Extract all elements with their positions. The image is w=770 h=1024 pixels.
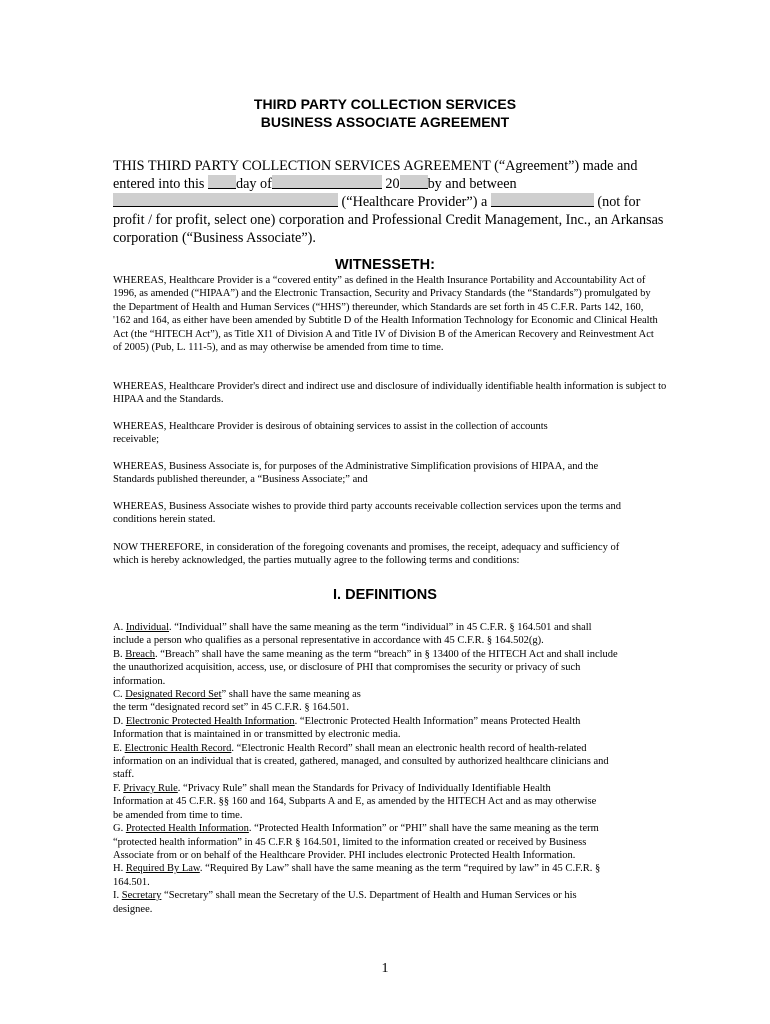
month-blank-field[interactable] <box>272 175 382 189</box>
definition-item <box>113 621 623 648</box>
definitions-list <box>113 621 623 916</box>
document-title-line-2: BUSINESS ASSOCIATE AGREEMENT <box>260 114 510 130</box>
definition-text: . “Required By Law” shall have the same meaning as the term “required by law” in 45 C.F.R. § 164.501. <box>113 863 601 888</box>
definition-term: Breach <box>125 648 155 660</box>
whereas-text: NOW THEREFORE, in consideration of the foregoing covenants and promises, the receipt, adequacy and sufficiency of which is hereby acknowledged, the parties mutually agree to the following terms and conditions: <box>113 542 620 567</box>
definition-prefix: A. <box>113 622 126 633</box>
intro-text: by and between <box>427 176 517 192</box>
definition-prefix: F. <box>113 782 124 794</box>
page-number: 1 <box>381 961 389 976</box>
intro-text: day of <box>235 176 272 192</box>
definition-term: Privacy Rule <box>123 782 178 794</box>
whereas-paragraph <box>113 460 633 487</box>
intro-text: 20 <box>381 176 400 192</box>
definition-term: Individual <box>125 622 170 633</box>
definition-prefix: C. <box>113 689 126 701</box>
definition-text: ” shall have the same meaning as the term “designated record set” in 45 C.F.R. § 164.501. <box>113 689 361 714</box>
definition-prefix: G. <box>113 823 126 835</box>
whereas-text: WHEREAS, Healthcare Provider is desirous of obtaining services to assist in the collection of accounts receivable; <box>113 421 548 446</box>
definition-prefix: D. <box>113 715 126 727</box>
witnesseth-heading: WITNESSETH: <box>335 257 435 273</box>
definition-item <box>113 822 623 862</box>
whereas-text: WHEREAS, Healthcare Provider is a “covered entity” as defined in the Health Insurance Portability and Accountability Act of 1996, as amended (“HIPAA”) and the Electronic Transaction, Security and Privacy Standards (the “Standards”) promulgated by the Department of Health and Human Services (“HHS”) thereunder, which Standards are set forth in 45 C.F.R. Parts 142, 160, '162 and 164, as either have been amended by Subtitle D of the Health Information Technology for Economic and Clinical Health Act (the “HITECH Act”), as Title XI1 of Division A and Title IV of Division B of the American Recovery and Reinvestment Act of 2005) (Pub, L. 111-5), and as may otherwise be amended from time to time. <box>113 275 658 354</box>
healthcare-provider-blank-field[interactable] <box>113 193 338 207</box>
definition-item <box>113 688 373 715</box>
definition-term: Designated Record Set <box>125 689 222 701</box>
definition-term: Required By Law <box>125 863 200 875</box>
definition-term: Electronic Protected Health Information <box>125 715 295 727</box>
whereas-paragraph <box>113 500 633 527</box>
definition-item <box>113 648 623 688</box>
definition-text: “Secretary” shall mean the Secretary of the U.S. Department of Health and Human Services or his designee. <box>113 890 577 915</box>
intro-text: (“Healthcare Provider”) a <box>338 194 491 210</box>
whereas-text: WHEREAS, Business Associate wishes to provide third party accounts receivable collection services upon the terms and conditions herein stated. <box>113 501 621 526</box>
definition-item <box>113 889 608 916</box>
whereas-paragraph <box>113 420 593 447</box>
definition-prefix: B. <box>113 648 126 660</box>
definition-item <box>113 742 623 782</box>
definition-item <box>113 715 593 742</box>
whereas-paragraph <box>113 541 633 568</box>
whereas-paragraph <box>113 274 658 354</box>
definition-prefix: I. <box>113 890 122 902</box>
definition-item <box>113 782 603 822</box>
whereas-text: WHEREAS, Healthcare Provider's direct and indirect use and disclosure of individually identifiable health information is subject to HIPAA and the Standards. <box>113 381 667 406</box>
definition-term: Secretary <box>121 890 162 902</box>
definition-text: . “Electronic Protected Health Information” means Protected Health Information that is maintained in or transmitted by electronic media. <box>113 715 581 741</box>
definition-prefix: E. <box>113 742 125 754</box>
state-blank-field[interactable] <box>491 193 594 207</box>
intro-text: (not for profit / for profit, select one) corporation and Professional Credit Management, Inc., an Arkansas corporation (“Business Associate”). <box>113 194 664 246</box>
document-title-line-1: THIRD PARTY COLLECTION SERVICES <box>253 96 517 112</box>
definition-text: . “Protected Health Information” or “PHI” shall have the same meaning as the term “protected health information” in 45 C.F.R § 164.501, limited to the information created or received by Business Associate from or on behalf of the Healthcare Provider. PHI includes electronic Protected Health Information. <box>113 823 599 861</box>
definition-term: Electronic Health Record <box>124 742 232 754</box>
definitions-heading: I. DEFINITIONS <box>333 587 437 603</box>
definition-term: Protected Health Information <box>125 823 249 835</box>
whereas-paragraph <box>113 380 673 407</box>
definition-prefix: H. <box>113 863 126 875</box>
intro-text: THIS THIRD PARTY COLLECTION SERVICES AGREEMENT (“Agreement”) made and entered into this <box>113 158 638 192</box>
definition-text: . “Electronic Health Record” shall mean an electronic health record of health-related information on an individual that is created, gathered, managed, and consulted by authorized healthcare clinicians and staff. <box>113 742 609 781</box>
whereas-text: WHEREAS, Business Associate is, for purposes of the Administrative Simplification provisions of HIPAA, and the Standards published thereunder, a “Business Associate;” and <box>113 461 599 486</box>
day-blank-field[interactable] <box>208 175 236 189</box>
definition-text: . “Breach” shall have the same meaning as the term “breach” in § 13400 of the HITECH Act and shall include the unauthorized acquisition, access, use, or disclosure of PHI that compromises the security or privacy of such information. <box>113 648 618 687</box>
year-blank-field[interactable] <box>400 175 428 189</box>
definition-item <box>113 862 608 889</box>
definition-text: . “Individual” shall have the same meaning as the term “individual” in 45 C.F.R. § 164.501 and shall include a person who qualifies as a personal representative in accordance with 45 C.F.R. § 164.502(g). <box>113 622 592 647</box>
intro-paragraph <box>113 157 673 247</box>
definition-text: . “Privacy Rule” shall mean the Standards for Privacy of Individually Identifiable Health Information at 45 C.F.R. §§ 160 and 164, Subparts A and E, as amended by the HITECH Act and as may otherwise be amended from time to time. <box>113 782 597 821</box>
